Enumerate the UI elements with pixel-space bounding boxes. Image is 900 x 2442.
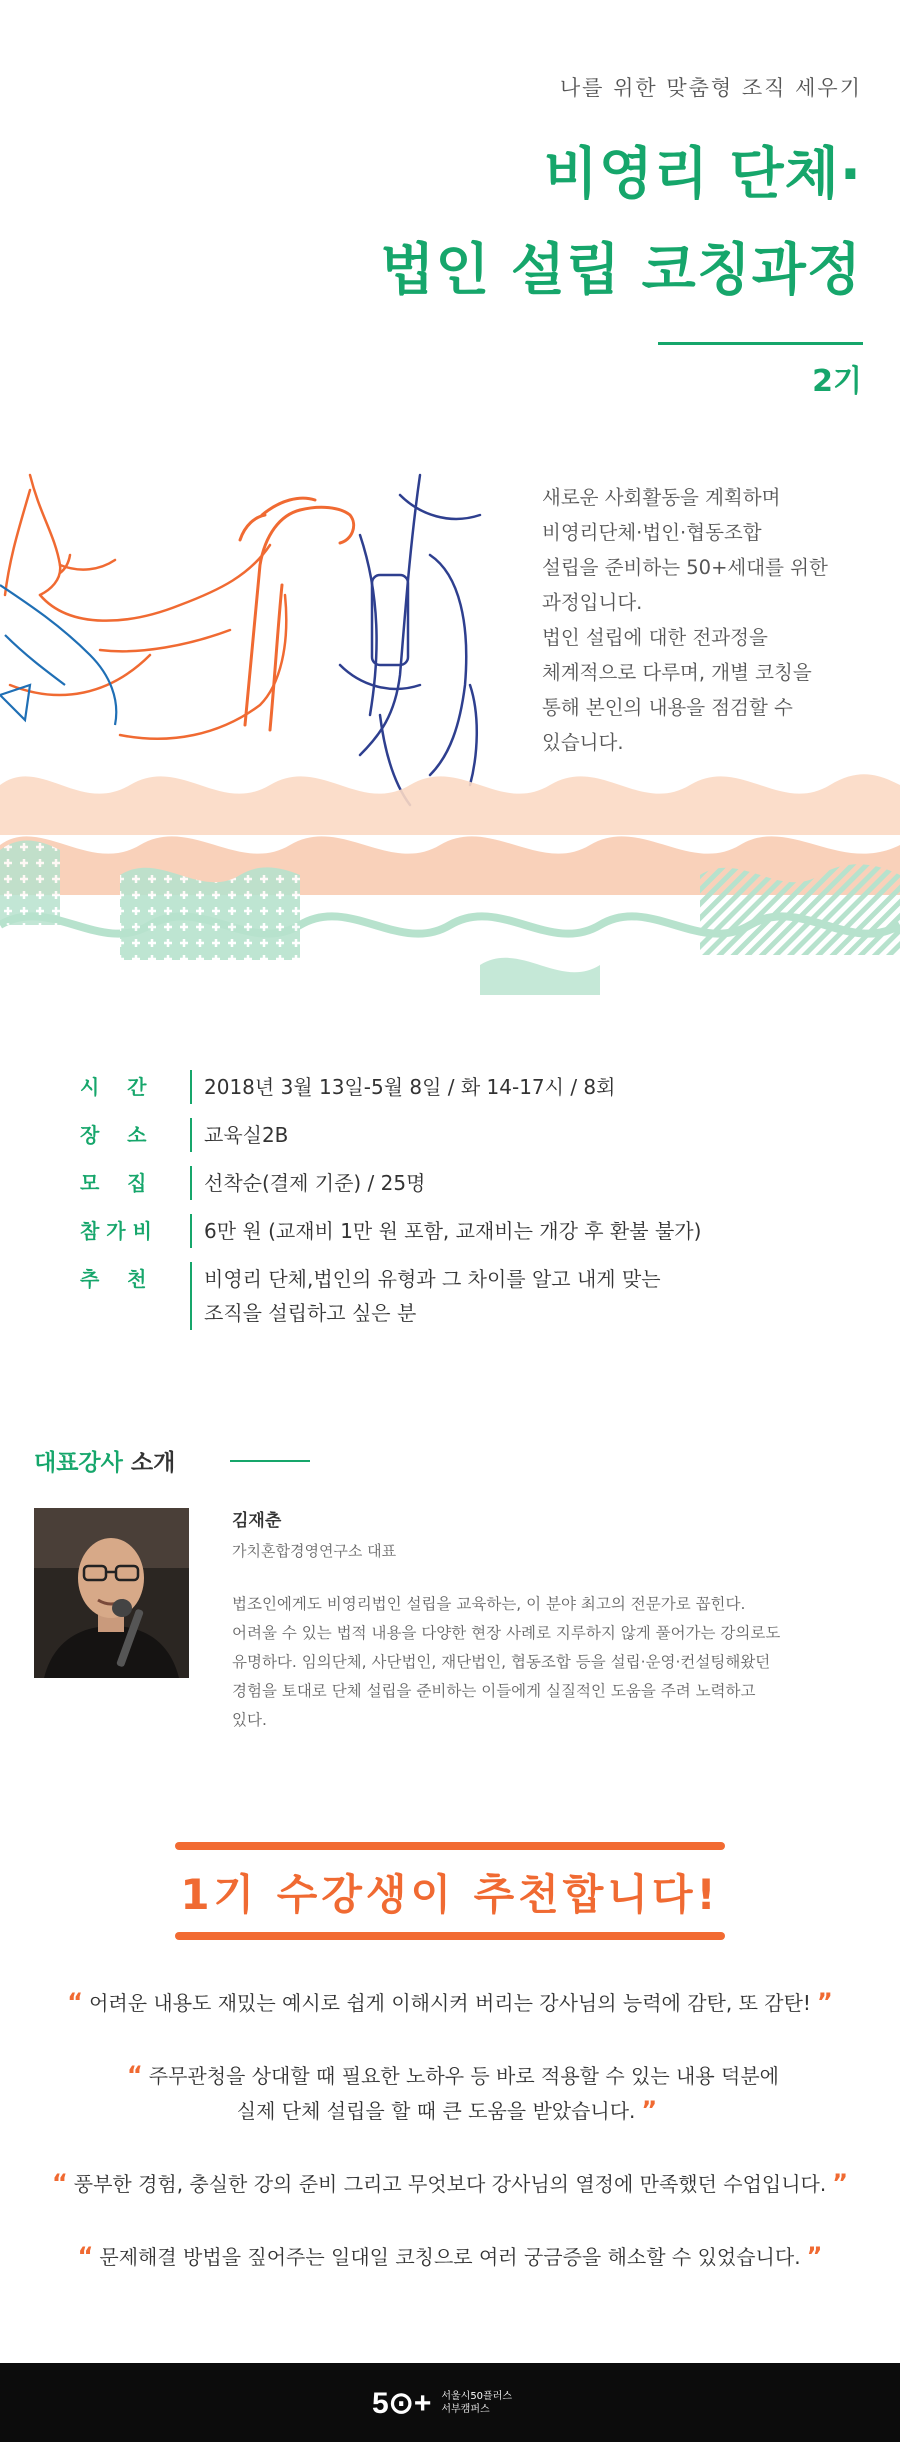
logo-line: 서부캠퍼스 (441, 2404, 490, 2415)
course-info (80, 1070, 880, 1330)
close-quote-icon: ” (832, 2169, 849, 2197)
lecturer-description (232, 1590, 862, 1735)
testimonial-quote (0, 2239, 900, 2274)
logo-text (441, 2390, 512, 2416)
close-quote-icon: ” (816, 1988, 833, 2016)
intro-line: 통해 본인의 내용을 점검할 수 (542, 696, 793, 719)
page-title-line2: 법인 설립 코칭과정 (380, 238, 862, 303)
testimonial-quote (0, 2166, 900, 2201)
lecturer-desc-line: 어려울 수 있는 법적 내용을 다양한 현장 사례로 지루하지 않게 풀어가는 강의로도 (232, 1624, 781, 1642)
lecturer-desc-line: 경험을 토대로 단체 설립을 준비하는 이들에게 실질적인 도움을 주려 노력하고 (232, 1682, 756, 1700)
info-row-place (80, 1118, 880, 1152)
intro-line: 법인 설립에 대한 전과정을 (542, 626, 768, 649)
intro-line: 새로운 사회활동을 계획하며 (542, 486, 781, 509)
section-divider (230, 1460, 310, 1462)
brush-stroke-bottom (175, 1932, 725, 1940)
open-quote-icon: “ (51, 2169, 68, 2197)
generation-label: 2기 (812, 364, 862, 399)
info-row-fee (80, 1214, 880, 1248)
info-value: 교육실2B (204, 1123, 289, 1147)
info-value: 2018년 3월 13일-5월 8일 / 화 14-17시 / 8회 (204, 1075, 616, 1099)
intro-line: 체계적으로 다루며, 개별 코칭을 (542, 661, 812, 684)
title-divider (658, 342, 863, 345)
page-title-line1: 비영리 단체· (543, 142, 862, 207)
brush-stroke-top (175, 1842, 725, 1850)
lecturer-title-rest: 소개 (122, 1450, 176, 1476)
intro-line: 과정입니다. (542, 591, 643, 614)
quote-line: 풍부한 경험, 충실한 강의 준비 그리고 무엇보다 강사님의 열정에 만족했던 수업입니다. (73, 2172, 827, 2196)
lecturer-desc-line: 있다. (232, 1711, 267, 1729)
header-subtitle: 나를 위한 맞춤형 조직 세우기 (559, 76, 862, 100)
lecturer-desc-line: 법조인에게도 비영리법인 설립을 교육하는, 이 분야 최고의 전문가로 꼽힌다. (232, 1595, 746, 1613)
intro-line: 설립을 준비하는 50+세대를 위한 (542, 556, 828, 579)
testimonial-quote (0, 2058, 900, 2128)
info-label: 장 소 (80, 1123, 147, 1147)
info-row-time (80, 1070, 880, 1104)
info-divider (190, 1166, 192, 1200)
lecturer-organization: 가치혼합경영연구소 대표 (232, 1542, 397, 1560)
info-label: 모 집 (80, 1171, 147, 1195)
intro-line: 있습니다. (542, 731, 624, 754)
info-value: 선착순(결제 기준) / 25명 (204, 1171, 426, 1195)
info-value: 6만 원 (교재비 1만 원 포함, 교재비는 개강 후 환불 불가) (204, 1219, 702, 1243)
fifty-plus-logo[interactable] (372, 2386, 512, 2420)
info-label: 추 천 (80, 1267, 147, 1291)
testimonial-quote (0, 1985, 900, 2020)
close-quote-icon: ” (806, 2242, 823, 2270)
close-quote-icon: ” (641, 2096, 658, 2124)
quote-line: 주무관청을 상대할 때 필요한 노하우 등 바로 적용할 수 있는 내용 덕분에 (148, 2064, 779, 2088)
info-label: 참 가 비 (80, 1219, 152, 1243)
info-divider (190, 1070, 192, 1104)
logo-mark: 5⊙+ (372, 2386, 432, 2420)
lecturer-name: 김재춘 (232, 1511, 282, 1531)
intro-text (542, 480, 872, 760)
info-divider (190, 1118, 192, 1152)
open-quote-icon: “ (67, 1988, 84, 2016)
info-value: 비영리 단체,법인의 유형과 그 차이를 알고 내게 맞는 조직을 설립하고 싶은 분 (204, 1267, 661, 1325)
open-quote-icon: “ (127, 2061, 143, 2089)
quote-line: 실제 단체 설립을 할 때 큰 도움을 받았습니다. (236, 2099, 636, 2123)
info-row-recommend (80, 1262, 880, 1330)
info-divider (190, 1262, 192, 1330)
intro-line: 비영리단체·법인·협동조합 (542, 521, 762, 544)
lecturer-desc-line: 유명하다. 임의단체, 사단법인, 재단법인, 협동조합 등을 설립·운영·컨설팅해왔던 (232, 1653, 771, 1671)
info-label: 시 간 (80, 1075, 147, 1099)
quote-line: 어려운 내용도 재밌는 예시로 쉽게 이해시켜 버리는 강사님의 능력에 감탄, 또 감탄! (89, 1991, 811, 2015)
lecturer-photo (34, 1508, 189, 1678)
open-quote-icon: “ (77, 2242, 94, 2270)
info-row-recruit (80, 1166, 880, 1200)
lecturer-title-highlight: 대표강사 (34, 1450, 123, 1476)
lecturer-section-title (34, 1444, 175, 1477)
recommend-title: 1기 수강생이 추천합니다! (180, 1870, 720, 1919)
quote-line: 문제해결 방법을 짚어주는 일대일 코칭으로 여러 궁금증을 해소할 수 있었습니다. (99, 2245, 801, 2269)
testimonials (0, 1985, 900, 2312)
logo-line: 서울시50플러스 (441, 2391, 513, 2402)
info-divider (190, 1214, 192, 1248)
